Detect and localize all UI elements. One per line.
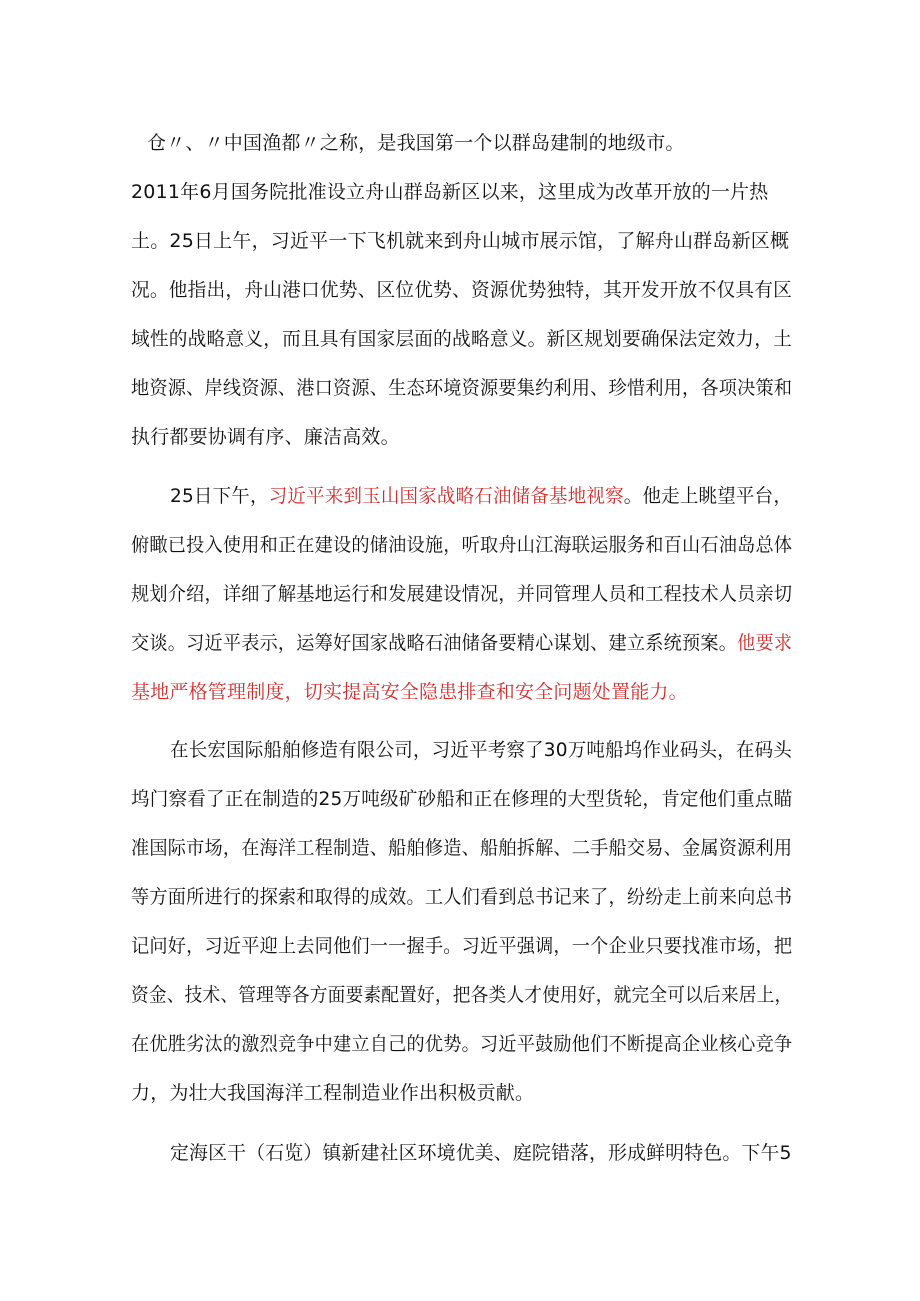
text-run: 记问好，习近平迎上去同他们一一握手。习近平强调，一个企业只要找准市场，把 <box>131 935 793 957</box>
text-line <box>170 738 792 762</box>
text-run: 坞门察看了正在制造的25万吨级矿砂船和正在修理的大型货轮，肯定他们重点瞄 <box>131 788 793 810</box>
text-run: 25日下午， <box>170 485 269 507</box>
text-run: 。他走上眺望平台， <box>623 485 793 507</box>
text-line <box>131 582 792 606</box>
text-line <box>131 180 768 204</box>
text-run: 在长宏国际船舶修造有限公司，习近平考察了30万吨船坞作业码头，在码头 <box>170 739 792 761</box>
text-line <box>131 327 792 351</box>
text-run: 执行都要协调有序、廉洁高效。 <box>131 426 400 448</box>
text-line <box>131 376 792 400</box>
text-line <box>131 229 789 253</box>
text-line <box>131 1032 792 1056</box>
text-run: 力，为壮大我国海洋工程制造业作出积极贡献。 <box>131 1082 535 1104</box>
text-line <box>131 425 400 449</box>
text-run: 资金、技术、管理等各方面要素配置好，把各类人才使用好，就完全可以后来居上， <box>131 984 793 1006</box>
highlighted-text-run: 习近平来到玉山国家战略石油储备基地视察 <box>268 485 624 507</box>
text-run: 况。他指出，舟山港口优势、区位优势、资源优势独特，其开发开放不仅具有区 <box>131 279 793 301</box>
text-run: 俯瞰已投入使用和正在建设的储油设施，听取舟山江海联运服务和百山石油岛总体 <box>131 534 793 556</box>
text-line <box>131 533 792 557</box>
text-line <box>131 934 792 958</box>
text-run: 规划介绍，详细了解基地运行和发展建设情况，并同管理人员和工程技术人员亲切 <box>131 583 793 605</box>
text-line <box>170 1141 792 1165</box>
text-run: 地资源、岸线资源、港口资源、生态环境资源要集约利用、珍惜利用，各项决策和 <box>131 377 793 399</box>
text-run: 等方面所进行的探索和取得的成效。工人们看到总书记来了，纷纷走上前来向总书 <box>131 886 793 908</box>
text-line <box>131 680 688 704</box>
text-line <box>131 787 792 811</box>
text-line <box>131 836 792 860</box>
text-run: 交谈。习近平表示，运筹好国家战略石油储备要精心谋划、建立系统预案。 <box>131 632 738 654</box>
highlighted-text-run: 基地严格管理制度，切实提高安全隐患排查和安全问题处置能力。 <box>131 681 688 703</box>
text-line <box>131 631 792 655</box>
highlighted-text-run: 他要求 <box>737 632 793 654</box>
text-line <box>131 1081 534 1105</box>
text-line <box>131 278 792 302</box>
text-run: 土。25日上午，习近平一下飞机就来到舟山城市展示馆，了解舟山群岛新区概 <box>131 230 790 252</box>
text-run: 在优胜劣汰的激烈竞争中建立自己的优势。习近平鼓励他们不断提高企业核心竞争 <box>131 1033 793 1055</box>
text-line <box>131 885 792 909</box>
text-run: 2011年6月国务院批准设立舟山群岛新区以来，这里成为改革开放的一片热 <box>131 181 769 203</box>
text-run: 准国际市场，在海洋工程制造、船舶修造、船舶拆解、二手船交易、金属资源利用 <box>131 837 793 859</box>
text-line <box>147 131 685 155</box>
text-run: 定海区干（石览）镇新建社区环境优美、庭院错落，形成鲜明特色。下午5 <box>170 1142 792 1164</box>
text-line <box>131 983 792 1007</box>
text-run: 域性的战略意义，而且具有国家层面的战略意义。新区规划要确保法定效力，土 <box>131 328 793 350</box>
text-run: 仓〃、〃中国渔都〃之称，是我国第一个以群岛建制的地级市。 <box>147 132 685 154</box>
text-line <box>170 484 792 508</box>
